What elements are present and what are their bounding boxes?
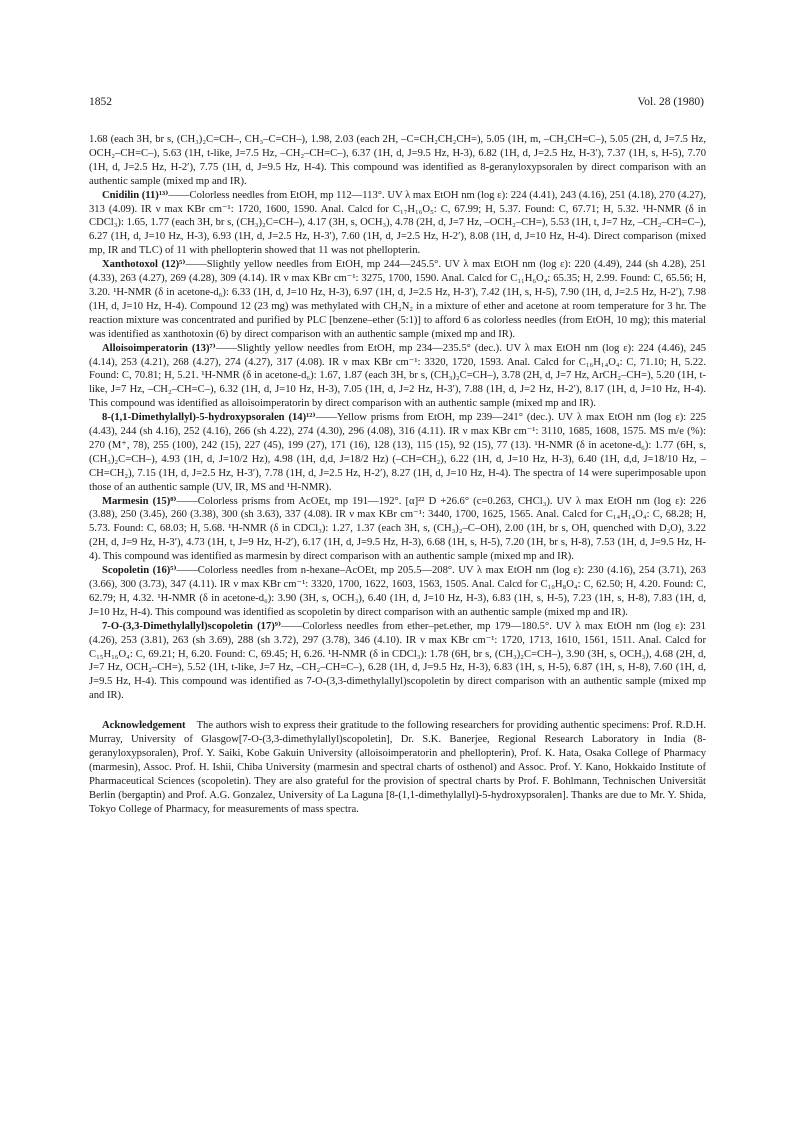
compound-title: Marmesin (15)⁸⁾ xyxy=(102,495,177,507)
paragraph-text: ——Colorless needles from EtOH, mp 112—113°. UV λ max EtOH nm (log ε): 224 (4.41), 243 (4.16), 251 (4.18), 270 (4.27), 313 (4.09). IR ν max KBr cm⁻¹: 1720, 1600, 1590. Anal. Calcd for C₁₇H₁₆O₅: C, 67.99; H, 5.37. Found: C, 67.71; H, 5.32. ¹H-NMR (δ in CDCl₃): 1.65, 1.77 (each 3H, br s, (CH₃)₂C=CH–), 4.17 (3H, s, OCH₃), 4.78 (2H, d, J=7 Hz, –OCH₂–CH=), 5.53 (1H, t, J=7 Hz, –CH₂–CH=C–), 6.27 (1H, d, J=10 Hz, H-3), 6.93 (1H, d, J=2.5 Hz, H-3′), 7.60 (1H, d, J=2.5 Hz, H-2′), 8.08 (1H, d, J=10 Hz, H-4). Direct comparison (mixed mp, IR and TLC) of 11 with phellopterin showed that 11 was not phellopterin. xyxy=(89,189,706,257)
compound-paragraph-scopoletin xyxy=(89,564,706,620)
paragraph-text: ——Slightly yellow needles from EtOH, mp 234—235.5° (dec.). UV λ max EtOH nm (log ε): 224 (4.46), 245 (4.14), 253 (4.21), 268 (4.27), 274 (4.27), 317 (4.08). IR ν max KBr cm⁻¹: 3320, 1720, 1593. Anal. Calcd for C₁₆H₁₄O₄: C, 71.10; H, 5.22. Found: C, 70.81; H, 5.21. ¹H-NMR (δ in acetone-d₆): 1.67, 1.87 (each 3H, br s, (CH₃)₂C=CH–), 3.78 (2H, d, J=7 Hz, ArCH₂–CH=), 5.20 (1H, t-like, J=7 Hz, –CH₂–CH=C–), 6.32 (1H, d, J=10 Hz, H-3), 7.05 (1H, d, J=2 Hz, H-3′), 7.88 (1H, d, J=2 Hz, H-2′), 8.17 (1H, d, J=10 Hz, H-4). This compound was identified as alloisoimperatorin by direct comparison with an authentic sample (mixed mp and IR). xyxy=(89,342,706,410)
compound-title: Scopoletin (16)⁵⁾ xyxy=(102,565,177,577)
paragraph-text: ——Colorless prisms from AcOEt, mp 191—192°. [α]²² D +26.6° (c=0.263, CHCl₃). UV λ max EtOH nm (log ε): 226 (3.88), 250 (3.45), 260 (3.38), 300 (sh 3.63), 337 (4.08). IR ν max KBr cm⁻¹: 3440, 1700, 1625, 1565. Anal. Calcd for C₁₄H₁₄O₄: C, 68.28; H, 5.73. Found: C, 68.03; H, 5.68. ¹H-NMR (δ in CDCl₃): 1.27, 1.37 (each 3H, s, (CH₃)₂–C–OH), 2.00 (1H, br s, OH, quenched with D₂O), 3.22 (2H, d, J=9 Hz, H-3′), 4.73 (1H, t, J=9 Hz, H-2′), 6.17 (1H, d, J=9.5 Hz, H-3), 6.68 (1H, s, H-5), 7.20 (1H, br s, H-8), 7.53 (1H, d, J=9.5 Hz, H-4). This compound was identified as marmesin by direct comparison with an authentic sample (mixed mp and IR). xyxy=(89,495,706,563)
paragraph-text: ——Slightly yellow needles from EtOH, mp 244—245.5°. UV λ max EtOH nm (log ε): 220 (4.49), 244 (sh 4.28), 251 (4.33), 263 (4.27), 269 (4.28), 309 (4.14). IR ν max KBr cm⁻¹: 3275, 1700, 1590. Anal. Calcd for C₁₁H₆O₄: 65.35; H, 2.99. Found: C, 65.56; H, 3.20. ¹H-NMR (δ in acetone-d₆): 6.33 (1H, d, J=10 Hz, H-3), 6.97 (1H, d, J=2.5 Hz, H-3′), 7.42 (1H, s, H-5), 7.90 (1H, d, J=2.5 Hz, H-2′), 7.98 (1H, d, J=10 Hz, H-4). Compound 12 (23 mg) was methylated with CH₂N₂ in a mixture of ether and acetone at room temperature for 3 hr. The reaction mixture was concentrated and purified by PLC [benzene–ether (5:1)] to afford 6 as colorless needles (from EtOH, 10 mg); this material was identified as xanthotoxin (6) by direct comparison with an authentic sample (mixed mp and IR). xyxy=(89,259,707,340)
compound-paragraph-alloisoimperatorin xyxy=(89,342,706,412)
acknowledgement-title: Acknowledgement xyxy=(102,720,186,732)
compound-title: 7-O-(3,3-Dimethylallyl)scopoletin (17)⁹⁾ xyxy=(102,620,282,632)
paragraph-text: 1.68 (each 3H, br s, (CH₃)₂C=CH–, CH₃–C=CH–), 1.98, 2.03 (each 2H, –C=CH₂CH₂CH=), 5.05 (1H, m, –CH₂CH=C–), 5.05 (2H, d, J=7.5 Hz, OCH₂–CH=C–), 5.63 (1H, t-like, J=7.5 Hz, –CH₂–CH=C–), 6.37 (1H, d, J=9.5 Hz, H-3), 6.82 (1H, d, J=2.5 Hz, H-3′), 7.37 (1H, s, H-5), 7.70 (1H, d, J=2.5 Hz, H-2′), 7.75 (1H, d, J=9.5 Hz, H-4). This compound was identified as 8-geranyloxypsoralen by direct comparison with an authentic sample (mixed mp and IR). xyxy=(89,134,706,187)
compound-title: 8-(1,1-Dimethylallyl)-5-hydroxypsoralen (14)¹²⁾ xyxy=(102,412,316,424)
paragraph-text: ——Yellow prisms from EtOH, mp 239—241° (dec.). UV λ max EtOH nm (log ε): 225 (4.43), 244 (sh 4.16), 252 (4.16), 266 (sh 4.22), 274 (4.30), 296 (4.08), 316 (4.11). IR ν max KBr cm⁻¹: 3110, 1685, 1608, 1575. MS m/e (%): 270 (M⁺, 78), 255 (100), 242 (15), 227 (45), 199 (27), 171 (16), 128 (13), 115 (15), 92 (15), 77 (13). ¹H-NMR (δ in acetone-d₆): 1.77 (6H, s, (CH₃)₂C=CH–), 4.93 (1H, d, J=10/2 Hz), 4.98 (1H, d,d, J=18/2 Hz) (–CH=CH₂), 6.22 (1H, d, J=10 Hz, H-3), 6.40 (1H, d,d, J=18/10 Hz, –CH=CH₂), 7.15 (1H, d, J=2.5 Hz, H-3′), 7.78 (1H, d, J=2.5 Hz, H-2′), 8.27 (1H, d, J=10 Hz, H-4). The spectra of 14 were superimposable upon those of an authentic sample (UV, IR, MS and ¹H-NMR). xyxy=(89,412,706,493)
compound-paragraph-geranyloxypsoralen xyxy=(89,133,706,189)
compound-paragraph-cnidilin xyxy=(89,189,706,259)
acknowledgement-text: The authors wish to express their gratitude to the following researchers for providing authentic specimens: Prof. R.D.H. Murray, University of Glasgow[7-O-(3,3-dimethylallyl)scopoletin], Dr. S.K. Banerjee, Regional Research Laboratory in India (8-geranyloxypsoralen), Prof. Y. Saiki, Kobe Gakuin University (alloisoimperatorin and phellopterin), Prof. K. Hata, Osaka College of Pharmacy (marmesin), Assoc. Prof. H. Ishii, Chiba University (marmesin and spectral charts of osthenol) and Assoc. Prof. Y. Kano, Hokkaido Institute of Pharmaceutical Sciences (scopoletin). They are also grateful for the provision of spectral charts by Prof. F. Bohlmann, Technischen Universität Berlin (bergaptin) and Prof. A.G. Gonzalez, University of La Laguna [8-(1,1-dimethylallyl)-5-hydroxypsoralen]. Thanks are due to Mr. Y. Shida, Tokyo College of Pharmacy, for measurements of mass spectra. xyxy=(89,720,706,815)
journal-volume: Vol. 28 (1980) xyxy=(637,96,704,108)
paragraph-text: ——Colorless needles from ether–pet.ether, mp 179—180.5°. UV λ max EtOH nm (log ε): 231 (4.26), 253 (3.81), 263 (sh 3.69), 288 (sh 3.72), 297 (3.78), 346 (4.10). IR ν max KBr cm⁻¹: 1720, 1713, 1610, 1561, 1511. Anal. Calcd for C₁₅H₁₆O₄: C, 69.21; H, 6.20. Found: C, 69.45; H, 6.26. ¹H-NMR (δ in CDCl₃): 1.78 (6H, br s, (CH₃)₂C=CH–), 3.90 (3H, s, OCH₃), 4.68 (2H, d, J=7 Hz, OCH₂–CH=), 5.52 (1H, t-like, J=7 Hz, –CH₂–CH=C–), 6.28 (1H, d, J=9.5 Hz, H-3), 6.83 (1H, s, H-5), 6.87 (1H, s, H-8), 7.60 (1H, d, J=9.5 Hz, H-4). This compound was identified as 7-O-(3,3-dimethylallyl)scopoletin by direct comparison with an authentic sample (mixed mp and IR). xyxy=(89,620,706,702)
paragraph-text: ——Colorless needles from n-hexane–AcOEt, mp 205.5—208°. UV λ max EtOH nm (log ε): 230 (4.16), 254 (3.71), 263 (3.66), 300 (3.73), 347 (4.11). IR ν max KBr cm⁻¹: 3320, 1700, 1622, 1603, 1563, 1505. Anal. Calcd for C₁₀H₈O₄: C, 62.50; H, 4.20. Found: C, 62.79; H, 4.32. ¹H-NMR (δ in acetone-d₆): 3.90 (3H, s, OCH₃), 6.40 (1H, d, J=10 Hz, H-3), 6.83 (1H, s, H-5), 7.23 (1H, s, H-8), 7.83 (1H, d, J=10 Hz, H-4). This compound was identified as scopoletin by direct comparison with an authentic sample (mixed mp and IR). xyxy=(89,565,706,618)
acknowledgement-section xyxy=(89,719,706,816)
compound-paragraph-xanthotoxol xyxy=(89,258,706,341)
compound-title: Alloisoimperatorin (13)⁷⁾ xyxy=(102,342,216,354)
compound-title: Xanthotoxol (12)⁵⁾ xyxy=(102,259,186,271)
compound-title: Cnidilin (11)¹³⁾ xyxy=(102,189,169,201)
running-head xyxy=(89,96,704,112)
page-number: 1852 xyxy=(89,96,112,108)
compound-paragraph-marmesin xyxy=(89,495,706,565)
compound-paragraph-dimethylallyl-scopoletin xyxy=(89,620,706,703)
article-body xyxy=(89,133,706,817)
compound-paragraph-dimethylallyl-hydroxypsoralen xyxy=(89,411,706,494)
